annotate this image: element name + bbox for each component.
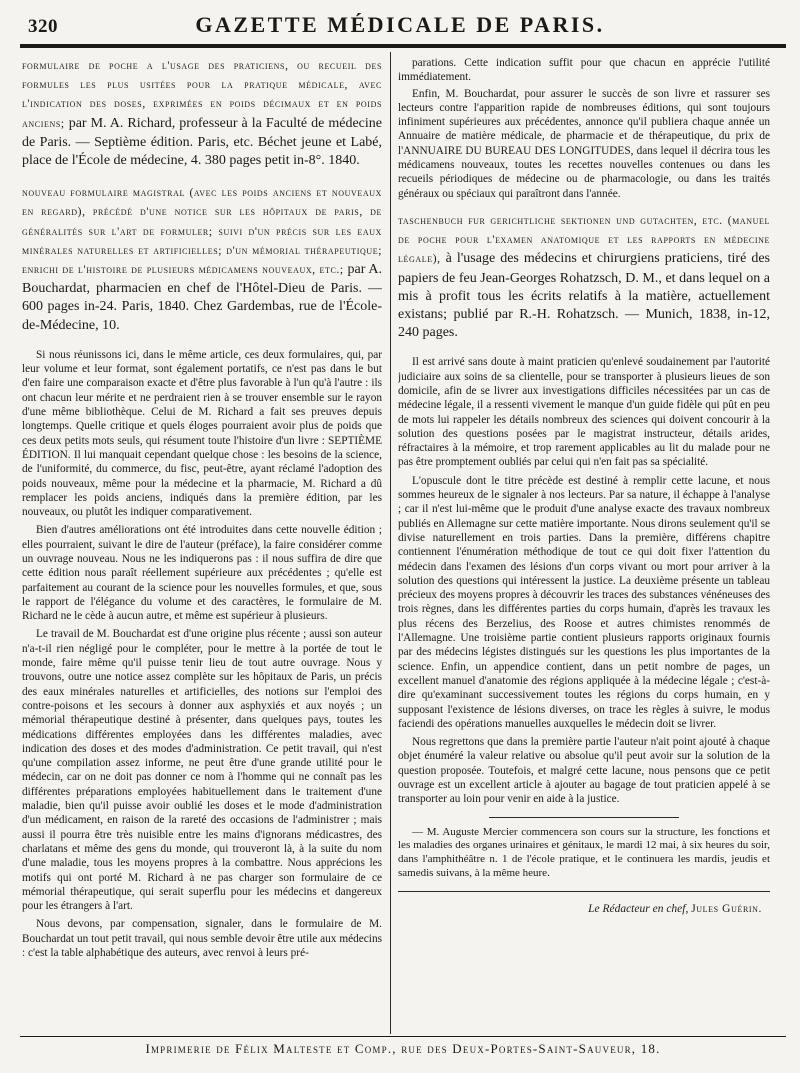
journal-title: GAZETTE MÉDICALE DE PARIS. xyxy=(195,12,605,37)
book-details-bouchardat: par A. Bouchardat, pharmacien en chef de l'Hôtel-Dieu de Paris. — 600 pages in-24. Paris, 1840. Chez Gardembas, rue de l'École-de-Médecine, 10. xyxy=(22,262,382,333)
left-column xyxy=(22,56,382,1038)
book-details-richard: par M. A. Richard, professeur à la Faculté de médecine de Paris. — Septième édition. Paris, etc. Béchet jeune et Labé, place de l'École de médecine, 4. 380 pages petit in-8°. 1840. xyxy=(22,115,382,169)
book-title-bouchardat: nouveau formulaire magistral (avec les poids anciens et nouveaux en regard), précédé d'une notice sur les hôpitaux de paris, de généralités sur l'art de formuler; suivi d'un précis sur les eaux minérales naturelles et artificielles; d'un mémorial thérapeutique; enrichi de l'histoire de plusieurs médicamens nouveaux, etc.; xyxy=(22,187,382,277)
review-paragraph: Si nous réunissons ici, dans le même article, ces deux formulaires, qui, par leur volume et leur format, sont également portatifs, ce n'est pas dans le but d'en faire une comparaison exacte et d'être plus favorable à l'un qu'à l'autre : ils ont chacun leur mérite et ne perdraient rien à se trouver ensemble sur le rayon d'une même bibliothèque. Celui de M. Richard a fait ses preuves depuis longtemps. Quelle critique et quels éloges pourraient avoir plus de poids que ces deux petits mots seuls, qui résument toute l'histoire d'un livre : SEPTIÈME ÉDITION. Il lui manquait cependant quelque chose : les besoins de la science, de l'uniformité, du commerce, du fisc, peut-être, ayant réclamé l'adoption des poids nouveaux, même pour la médecine et la pharmacie, M. Richard a dû remplacer les poids anciens, indiqués dans la première édition, par les nouveaux, ou plutôt les indiquer comparativement. xyxy=(22,348,382,519)
review-paragraph: Le travail de M. Bouchardat est d'une origine plus récente ; aussi son auteur n'a-t-il rien négligé pour le compléter, pour le mettre à la portée de tout le monde, faire même qu'il puisse tenir lieu de tout autre ouvrage. Nous y trouvons, outre une notice assez complète sur les hôpitaux de Paris, un précis des eaux minérales naturelles et artificielles, des notions sur l'emploi des contre-poisons et les secours à donner aux asphyxiés et aux noyés ; un mémorial thérapeutique destiné à présenter, dans quelques pays, toutes les médications différentes employées dans les différentes maladies, avec indication des doses et des modes d'administration. Ce petit travail, qui n'est qu'une compilation assez informe, ne peut être d'une grande utilité pour le médecin, car on ne doit pas donner ce nom à l'homme qui ne connaît pas les différentes préparations employées habituellement dans le traitement d'une maladie, bien qu'il puisse avoir oublié les doses et le mode d'administration d'un médicament, en raison de la rareté des occasions de l'administrer ; mais aussi il pourra être très nuisible entre les mains d'ignorans médicastres, des charlatans et même des gens du monde, qui trouveront là, à la suite du nom d'une maladie, tous les moyens propres à la combattre. Nous apprécions les motifs qui ont porté M. Richard à ne pas charger son formulaire de ce mémorial thérapeutique, qui serait superflu pour les médecins et dangereux pour les étrangers à l'art. xyxy=(22,628,382,913)
right-column xyxy=(398,56,770,1038)
book-entry-richard xyxy=(22,56,382,169)
book-title-rohatzsch: taschenbuch fur gerichtliche sektionen und gutachten, etc. (manuel de poche pour l'examen anatomique et les rapports en médecine légale), xyxy=(398,214,770,266)
printer-imprint: Imprimerie de Félix Malteste et Comp., rue des Deux-Portes-Saint-Sauveur, 18. xyxy=(145,1041,661,1056)
editor-name: Jules Guérin. xyxy=(691,902,762,915)
header-rule xyxy=(20,44,786,48)
review-paragraph: Bien d'autres améliorations ont été introduites dans cette nouvelle édition ; elles pourraient, suivant le dire de l'auteur (préface), la faire considérer comme un ouvrage nouveau. Nous ne les indiquerons pas : il nous suffira de dire que cette édition nous paraît réellement supérieure aux précédentes ; qu'elle est parfaitement au courant de la science pour les nouvelles formules, et que, sous le rapport de l'élégance du volume et des caractères, le formulaire de M. Richard ne le cède à aucun autre, et même est supérieur à plusieurs. xyxy=(22,524,382,623)
book-entry-rohatzsch xyxy=(398,211,770,341)
column-divider xyxy=(390,52,391,1034)
editor-signature xyxy=(398,902,770,916)
review-paragraph: L'opuscule dont le titre précède est destiné à remplir cette lacune, et nous sommes heureux de le signaler à nos lecteurs. Par sa nature, il échappe à l'analyse ; car il n'est lui-même que le produit d'une analyse exacte des travaux nombreux publiés en Allemagne sur cette matière importante. Nous dirons seulement qu'il se divise naturellement en trois parties. Dans la première, différens chapitre contiennent l'énumération méthodique de tout ce qui doit fixer l'attention du médecin dans l'examen des lésions d'un corps vivant ou mort pour arriver à la solution des questions qui intéressent la justice. La deuxième présente un tableau précieux des moyens propres à découvrir les traces des substances vénéneuses des trois règnes, dans les différentes parties du corps humain, d'après les travaux les plus récens des Berzelius, des Roose et autres chimistes renommés de l'Allemagne. Une troisième partie contient plusieurs rapports originaux fournis par des médecins légistes distingués sur les questions les plus importantes de la science. Enfin, un appendice contient, dans un petit nombre de pages, un excellent manuel d'anatomie des régions appliquée à la médecine légale ; c'est-à-dire qu'examinant successivement toutes les régions du corps humain, en y supposant l'existence de lésions diverses, on trace les règles à suivre, le modus faciendi des opérations manuelles auxquelles le médecin doit se livrer. xyxy=(398,474,770,730)
book-entry-bouchardat xyxy=(22,183,382,334)
review-paragraph: parations. Cette indication suffit pour que chacun en apprécie l'utilité immédiatement. xyxy=(398,57,770,84)
review-paragraph: Enfin, M. Bouchardat, pour assurer le succès de son livre et rassurer ses lecteurs contre l'apparition rapide de nombreuses éditions, qui sont toujours infiniment supérieures aux précédentes, annonce qu'il publiera chaque année un Annuaire de matière médicale, de pharmacie et de thérapeutique, du prix de l'ANNUAIRE DU BUREAU DES LONGITUDES, dans lequel il décrira tous les médicamens nouveaux, toutes les recettes nouvelles contenues ou dans les recueils périodiques de médecine ou de pharmacologie, ou dans les traités généraux ou spéciaux qui paraîtront dans l'année. xyxy=(398,87,770,200)
course-announcement: — M. Auguste Mercier commencera son cours sur la structure, les fonctions et les maladies des organes urinaires et génitaux, le mardi 12 mai, à six heures du soir, dans l'amphithéâtre n. 1 de l'école pratique, et le continuera les mardis, jeudis et samedis suivans, à la même heure. xyxy=(398,825,770,879)
book-details-rohatzsch: à l'usage des médecins et chirurgiens praticiens, tiré des papiers de feu Jean-Georges Rohatzsch, D. M., et dans lequel on a mis à profit tous les écrits relatifs à la matière, actuellement existans; publié par R.-H. Rohatzsch. — Munich, 1838, in-12, 240 pages. xyxy=(398,251,770,341)
page-number: 320 xyxy=(28,16,58,37)
signature-label: Le Rédacteur en chef, xyxy=(588,902,692,915)
review-paragraph: Nous regrettons que dans la première partie l'auteur n'ait point ajouté à chaque objet énuméré la valeur relative ou absolue qu'il peut avoir sur la solution de la question proposée. Toutefois, et malgré cette lacune, nous pensons que ce petit ouvrage est un excellent article à ajouter au bagage de tout praticien appelé à se transporter au loin pour venir en aide à la justice. xyxy=(398,736,770,806)
footer-rule xyxy=(20,1036,786,1037)
section-rule xyxy=(489,817,679,818)
book-title-richard: formulaire de poche a l'usage des praticiens, ou recueil des formules les plus usitées pour la pratique médicale, avec l'indication des doses, exprimées en poids décimaux et en poids anciens; xyxy=(22,60,382,130)
review-paragraph: Il est arrivé sans doute à maint praticien qu'enlevé soudainement par l'autorité judiciaire aux soins de sa clientelle, pour se transporter à plusieurs lieues de son domicile, afin de se livrer aux investigations difficiles nécessitées par un cas de médecine légale, il a ressenti vivement le manque d'un guide fidèle qui pût en peu de mots lui rappeler les détails nombreux des sciences qui doivent concourir à la solution des questions posées par le magistrat instructeur, détails arides, réfractaires à la mémoire, et trop rarement applicables au lit du malade pour ne pas être promptement oubliés par celui qui n'en fait pas sa spécialité. xyxy=(398,356,770,469)
section-rule xyxy=(398,891,770,892)
page-header xyxy=(20,12,780,42)
review-paragraph: Nous devons, par compensation, signaler, dans le formulaire de M. Bouchardat un tout petit travail, qui nous semble devoir être utile aux médecins : c'est la table alphabétique des auteurs, avec renvoi à leurs pré- xyxy=(22,918,382,960)
